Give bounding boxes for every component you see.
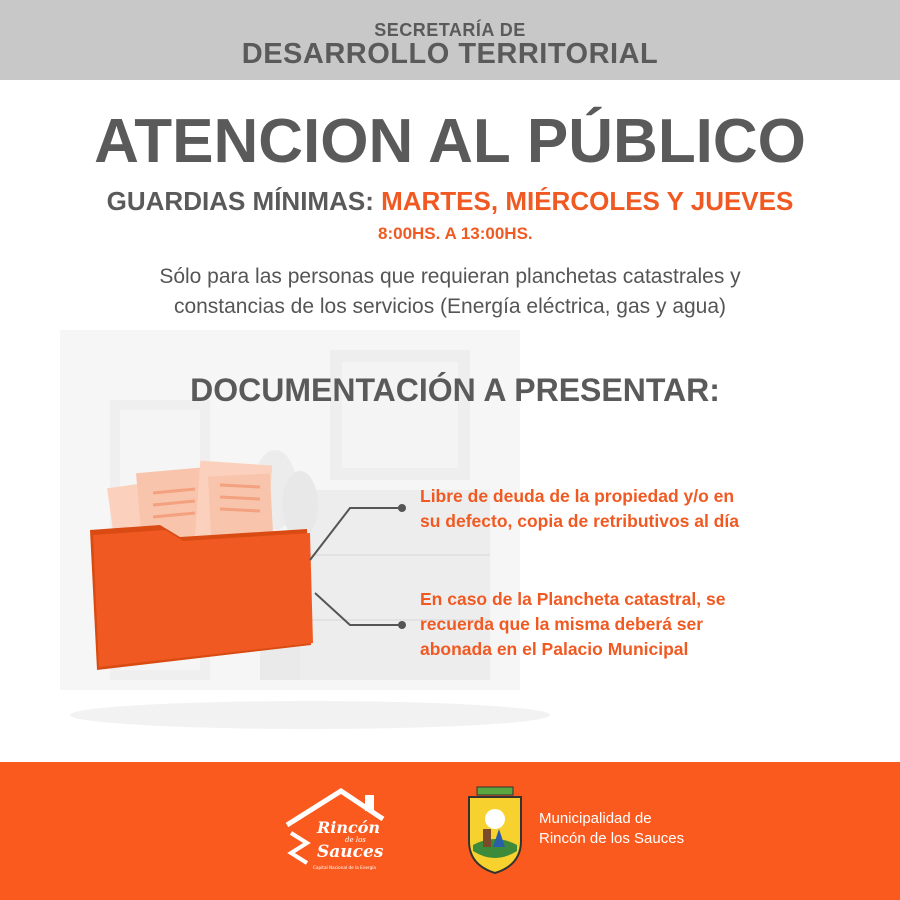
folder-icon: [85, 455, 320, 675]
documentation-item-1: [420, 484, 739, 534]
guardias-days: MARTES, MIÉRCOLES Y JUEVES: [381, 186, 794, 216]
logo-tagline: Capital Nacional de la Energía: [313, 865, 376, 870]
guardias-label: GUARDIAS MÍNIMAS:: [106, 186, 382, 216]
municipality-name: [539, 809, 684, 849]
item-2-line1: En caso de la Plancheta catastral, se: [420, 589, 726, 609]
documentation-item-2: [420, 587, 725, 662]
guardias-hours: 8:00HS. A 13:00HS.: [378, 224, 533, 243]
item-1-line1: Libre de deuda de la propiedad y/o en: [420, 486, 735, 506]
note-line2: constancias de los servicios (Energía eléctrica, gas y agua): [173, 295, 727, 318]
logo-word-sauces: Sauces: [317, 842, 384, 862]
page-title: ATENCION AL PÚBLICO: [94, 107, 806, 176]
item-1-line2: su defecto, copia de retributivos al día: [420, 511, 739, 531]
item-2-line3: abonada en el Palacio Municipal: [420, 639, 689, 659]
municipal-shield-icon: [463, 785, 527, 877]
house-logo-icon: [283, 787, 393, 877]
item-2-line2: recuerda que la misma deberá ser: [420, 614, 704, 634]
connector-lines: [305, 495, 415, 635]
logo-word-rincon: Rincón: [317, 818, 381, 837]
footer-bar: [0, 762, 900, 900]
header-line1: SECRETARÍA DE: [374, 20, 526, 40]
guardias-line: [0, 186, 900, 217]
header-bar: [0, 0, 900, 80]
municipality-line2: Rincón de los Sauces: [539, 830, 685, 847]
documentation-title: DOCUMENTACIÓN A PRESENTAR:: [190, 372, 720, 408]
note-text: [0, 262, 900, 322]
header-line2: DESARROLLO TERRITORIAL: [241, 38, 659, 70]
note-line1: Sólo para las personas que requieran planchetas catastrales y: [159, 265, 741, 288]
logo-word-delos: de los: [345, 836, 366, 844]
municipality-line1: Municipalidad de: [539, 810, 652, 827]
